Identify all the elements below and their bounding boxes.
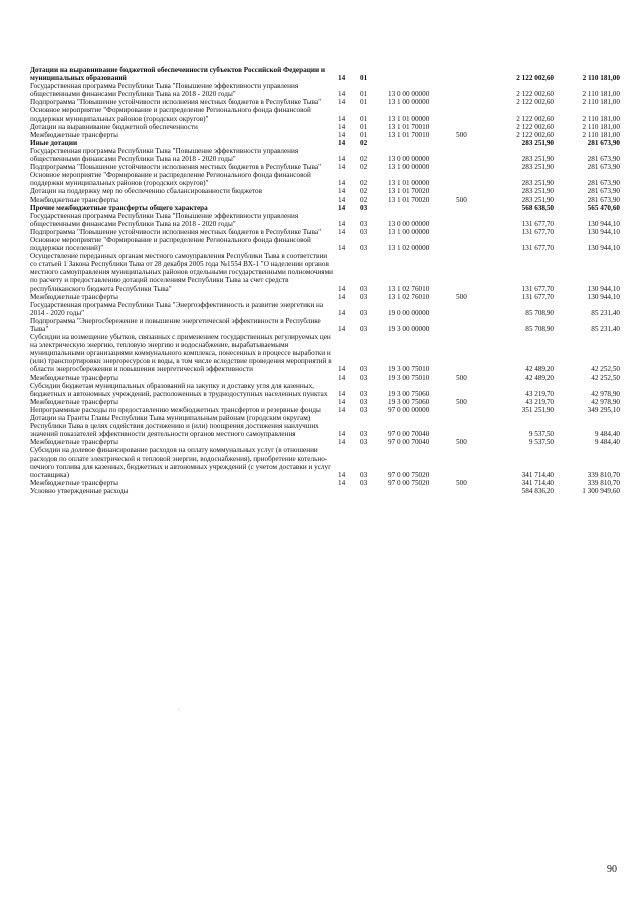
table-row <box>30 374 620 382</box>
row-target-code: 13 1 02 76010 <box>388 292 430 301</box>
row-subsection: 03 <box>360 389 368 398</box>
row-amount-2019: 131 677,70 <box>521 219 554 228</box>
row-amount-2020: 349 295,10 <box>587 405 620 414</box>
row-name: Иные дотации <box>30 138 78 147</box>
row-section: 14 <box>338 292 346 301</box>
table-row <box>30 163 620 171</box>
table-row <box>30 382 620 398</box>
row-target-code: 19 3 00 75060 <box>388 397 430 406</box>
row-section: 14 <box>338 130 346 139</box>
row-target-code: 97 0 00 75020 <box>388 470 430 479</box>
row-amount-2020: 42 252,50 <box>591 365 620 374</box>
row-target-code: 13 1 00 00000 <box>388 163 430 172</box>
row-amount-2020: 42 252,50 <box>591 373 620 382</box>
row-name: Межбюджетные трансферты <box>30 397 118 406</box>
row-name: Межбюджетные трансферты <box>30 195 118 204</box>
row-amount-2019: 43 219,70 <box>525 397 554 406</box>
row-section: 14 <box>338 478 346 487</box>
scan-speck: . <box>178 706 180 712</box>
row-section: 14 <box>338 74 346 83</box>
row-name: Межбюджетные трансферты <box>30 130 118 139</box>
row-section: 14 <box>338 470 346 479</box>
row-name: Государственная программа Республики Тыва "Повышение эффективности управления общественными финансами Республики Тыва на 2018 - 2020 годы" <box>30 82 299 99</box>
row-amount-2020: 9 484,40 <box>594 438 620 447</box>
row-section: 14 <box>338 195 346 204</box>
row-section: 14 <box>338 219 346 228</box>
row-amount-2020: 339 810,70 <box>587 478 620 487</box>
row-amount-2019: 42 489,20 <box>525 365 554 374</box>
row-target-code: 13 1 01 70010 <box>388 130 430 139</box>
table-row <box>30 171 620 187</box>
row-expense-type: 500 <box>456 195 467 204</box>
row-expense-type: 500 <box>456 397 467 406</box>
row-subsection: 02 <box>360 163 368 172</box>
row-target-code: 19 3 00 75010 <box>388 365 430 374</box>
row-name: Субсидии на долевое финансирование расходов на оплату коммунальных услуг (в отношении расходов по оплате электрической и тепловой энергии, водоснабжения), приобретение котельно-печного топлива для казенных, бюджетных и автономных учреждений (с учетом доставки и услуг поставщика) <box>30 446 332 479</box>
table-row <box>30 139 620 147</box>
row-target-code: 13 1 01 00000 <box>388 179 430 188</box>
row-amount-2019: 283 251,90 <box>521 195 554 204</box>
row-subsection: 02 <box>360 195 368 204</box>
row-name: Подпрограмма "Повышение устойчивости исполнения местных бюджетов в Республике Тыва" <box>30 98 322 107</box>
row-subsection: 03 <box>360 292 368 301</box>
row-subsection: 01 <box>360 90 368 99</box>
row-subsection: 02 <box>360 187 368 196</box>
row-target-code: 13 1 01 70010 <box>388 122 430 131</box>
table-row <box>30 252 620 292</box>
page-number: 90 <box>607 864 617 875</box>
row-name: Государственная программа Республики Тыва "Энергоэффективность и развитие энергетики на 2014 - 2020 годы" <box>30 300 324 317</box>
row-section: 14 <box>338 163 346 172</box>
row-amount-2019: 568 638,50 <box>521 203 554 212</box>
row-amount-2020: 281 673,90 <box>587 195 620 204</box>
table-row <box>30 204 620 212</box>
row-target-code: 13 0 00 00000 <box>388 155 430 164</box>
row-amount-2020: 2 110 181,00 <box>582 98 620 107</box>
row-name: Межбюджетные трансферты <box>30 292 118 301</box>
row-amount-2020: 281 673,90 <box>587 155 620 164</box>
row-section: 14 <box>338 325 346 333</box>
table-row <box>30 406 620 414</box>
row-name: Государственная программа Республики Тыва "Повышение эффективности управления общественными финансами Республики Тыва на 2018 - 2020 годы" <box>30 211 299 228</box>
row-amount-2020: 339 810,70 <box>587 470 620 479</box>
table-row <box>30 228 620 236</box>
row-amount-2020: 281 673,90 <box>587 179 620 188</box>
row-name: Дотации на выравнивание бюджетной обеспеченности субъектов Российской Федерации и муниципальных образований <box>30 66 326 83</box>
row-amount-2020: 9 484,40 <box>594 430 620 439</box>
row-target-code: 19 3 00 00000 <box>388 325 430 333</box>
row-amount-2020: 130 944,10 <box>587 219 620 228</box>
row-subsection: 01 <box>360 114 368 123</box>
row-name: Дотации на Гранты Главы Республики Тыва муниципальным районам (городским округам) Республики Тыва в целях содействия достижению и (или) поощрения достижения наилучших значений показателей эффективности деятельности органов местного самоуправления <box>30 414 319 439</box>
row-target-code: 97 0 00 75020 <box>388 478 430 487</box>
row-subsection: 03 <box>360 438 368 447</box>
row-subsection: 01 <box>360 98 368 107</box>
row-amount-2019: 283 251,90 <box>521 155 554 164</box>
row-target-code: 13 1 00 00000 <box>388 227 430 236</box>
row-target-code: 13 1 01 00000 <box>388 114 430 123</box>
row-amount-2019: 283 251,90 <box>521 138 554 147</box>
row-amount-2019: 2 122 002,60 <box>516 74 554 83</box>
row-subsection: 03 <box>360 227 368 236</box>
table-row <box>30 82 620 98</box>
table-row <box>30 131 620 139</box>
table-row <box>30 212 620 228</box>
row-amount-2019: 341 714,40 <box>521 470 554 479</box>
row-target-code: 19 3 00 75060 <box>388 389 430 398</box>
row-name: Подпрограмма "Повышение устойчивости исполнения местных бюджетов в Республике Тыва" <box>30 227 322 236</box>
row-subsection: 01 <box>360 130 368 139</box>
row-section: 14 <box>338 98 346 107</box>
row-section: 14 <box>338 203 346 212</box>
row-section: 14 <box>338 373 346 382</box>
row-subsection: 02 <box>360 155 368 164</box>
row-name: Подпрограмма "Повышение устойчивости исполнения местных бюджетов в Республике Тыва" <box>30 163 322 172</box>
table-row <box>30 98 620 106</box>
row-name: Подпрограмма "Энергосбережение и повышение энергетической эффективности в Республике Тыва" <box>30 316 321 333</box>
row-subsection: 03 <box>360 478 368 487</box>
row-target-code: 97 0 00 70040 <box>388 430 430 439</box>
row-amount-2020: 85 231,40 <box>591 325 620 333</box>
row-amount-2020: 281 673,90 <box>587 187 620 196</box>
row-name: Государственная программа Республики Тыва "Повышение эффективности управления общественными финансами Республики Тыва на 2018 - 2020 годы" <box>30 146 299 164</box>
row-amount-2019: 283 251,90 <box>521 163 554 172</box>
budget-table <box>30 66 620 495</box>
row-section: 14 <box>338 405 346 414</box>
row-name: Межбюджетные трансферты <box>30 373 118 382</box>
row-amount-2020: 130 944,10 <box>587 227 620 236</box>
row-amount-2019: 43 219,70 <box>525 389 554 398</box>
table-row <box>30 187 620 195</box>
row-target-code: 13 1 02 00000 <box>388 244 430 253</box>
row-subsection: 03 <box>360 325 368 333</box>
row-name: Субсидии на возмещение убытков, связанных с применением государственных регулируемых цен на электрическую энергию, тепловую энергию и водоснабжение, вырабатываемыми муниципальными организациями коммунального комплекса, понесенных в процессе выработки и (или) транспортировки энергоресурсов и воды, в том числе вследствие проведения мероприятий в области энергосбережения и повышения энергетической эффективности <box>30 333 332 374</box>
row-amount-2019: 341 714,40 <box>521 478 554 487</box>
table-row <box>30 438 620 446</box>
row-amount-2019: 2 122 002,60 <box>516 122 554 131</box>
row-section: 14 <box>338 114 346 123</box>
row-target-code: 19 3 00 75010 <box>388 373 430 382</box>
row-amount-2020: 281 673,90 <box>587 163 620 172</box>
row-section: 14 <box>338 308 346 317</box>
row-name: Дотации на выравнивание бюджетной обеспеченности <box>30 122 198 131</box>
row-amount-2019: 283 251,90 <box>521 179 554 188</box>
table-row <box>30 236 620 252</box>
row-amount-2019: 131 677,70 <box>521 284 554 293</box>
row-target-code: 13 1 00 00000 <box>388 98 430 107</box>
row-subsection: 03 <box>360 219 368 228</box>
row-name: Дотации на поддержку мер по обеспечению сбалансированности бюджетов <box>30 187 263 196</box>
row-amount-2020: 2 110 181,00 <box>582 90 620 99</box>
row-expense-type: 500 <box>456 373 467 382</box>
table-row <box>30 487 620 495</box>
row-amount-2020: 2 110 181,00 <box>582 130 620 139</box>
row-amount-2020: 42 978,90 <box>591 397 620 406</box>
row-amount-2020: 1 300 949,60 <box>582 486 620 495</box>
row-subsection: 02 <box>360 179 368 188</box>
row-subsection: 03 <box>360 203 368 212</box>
row-name: Непрограммные расходы по предоставлению межбюджетных трансфертов и резервные фонды <box>30 405 321 414</box>
row-amount-2019: 2 122 002,60 <box>516 114 554 123</box>
table-row <box>30 196 620 204</box>
row-amount-2019: 85 708,90 <box>525 308 554 317</box>
row-amount-2019: 584 836,20 <box>521 486 554 495</box>
row-subsection: 03 <box>360 470 368 479</box>
row-section: 14 <box>338 187 346 196</box>
row-section: 14 <box>338 430 346 439</box>
table-row <box>30 446 620 478</box>
row-amount-2020: 281 673,90 <box>587 138 620 147</box>
row-expense-type: 500 <box>456 130 467 139</box>
row-section: 14 <box>338 397 346 406</box>
row-section: 14 <box>338 284 346 293</box>
row-amount-2019: 131 677,70 <box>521 227 554 236</box>
row-target-code: 97 0 00 00000 <box>388 405 430 414</box>
table-row <box>30 414 620 438</box>
row-amount-2019: 351 251,90 <box>521 405 554 414</box>
row-subsection: 03 <box>360 284 368 293</box>
row-name: Осуществление переданных органам местного самоуправления Республики Тыва в соответствии со статьей 1 Закона Республики Тыва от 28 декабря 2005 года №1554 ВХ-1 "О наделении органов местного самоуправления муниципальных районов отдельными государственными полномочиями по расчету и предоставлению дотаций поселениям Республики Тыва за счет средств республиканского бюджета Республики Тыва" <box>30 252 333 293</box>
row-subsection: 03 <box>360 365 368 374</box>
row-subsection: 01 <box>360 74 368 83</box>
row-expense-type: 500 <box>456 478 467 487</box>
row-name: Условно утвержденные расходы <box>30 486 129 495</box>
row-subsection: 03 <box>360 244 368 253</box>
row-amount-2019: 2 122 002,60 <box>516 90 554 99</box>
row-target-code: 19 0 00 00000 <box>388 308 430 317</box>
row-target-code: 97 0 00 70040 <box>388 438 430 447</box>
row-name: Прочие межбюджетные трансферты общего характера <box>30 203 208 212</box>
row-subsection: 03 <box>360 405 368 414</box>
row-expense-type: 500 <box>456 438 467 447</box>
row-name: Межбюджетные трансферты <box>30 478 118 487</box>
row-amount-2020: 565 470,60 <box>587 203 620 212</box>
row-subsection: 01 <box>360 122 368 131</box>
row-section: 14 <box>338 155 346 164</box>
row-amount-2020: 42 978,90 <box>591 389 620 398</box>
row-amount-2019: 131 677,70 <box>521 292 554 301</box>
row-subsection: 03 <box>360 430 368 439</box>
row-amount-2020: 85 231,40 <box>591 308 620 317</box>
row-amount-2019: 283 251,90 <box>521 187 554 196</box>
row-amount-2020: 2 110 181,00 <box>582 74 620 83</box>
table-row <box>30 147 620 163</box>
row-amount-2019: 85 708,90 <box>525 325 554 333</box>
row-subsection: 03 <box>360 308 368 317</box>
table-row <box>30 293 620 301</box>
row-section: 14 <box>338 90 346 99</box>
row-section: 14 <box>338 389 346 398</box>
row-target-code: 13 1 01 70020 <box>388 187 430 196</box>
row-amount-2020: 2 110 181,00 <box>582 114 620 123</box>
row-name: Субсидии бюджетам муниципальных образований на закупку и доставку угля для казенных, бюджетных и автономных учреждений, расположенных в труднодоступных населенных пунктах <box>30 381 328 398</box>
row-amount-2020: 130 944,10 <box>587 244 620 253</box>
row-expense-type: 500 <box>456 292 467 301</box>
row-section: 14 <box>338 244 346 253</box>
row-subsection: 02 <box>360 138 368 147</box>
row-target-code: 13 0 00 00000 <box>388 219 430 228</box>
row-amount-2019: 9 537,50 <box>528 430 554 439</box>
row-target-code: 13 1 01 70020 <box>388 195 430 204</box>
row-amount-2019: 9 537,50 <box>528 438 554 447</box>
row-subsection: 03 <box>360 397 368 406</box>
table-row <box>30 106 620 122</box>
row-section: 14 <box>338 227 346 236</box>
row-section: 14 <box>338 438 346 447</box>
row-section: 14 <box>338 122 346 131</box>
row-target-code: 13 1 02 76010 <box>388 284 430 293</box>
row-name: Основное мероприятие "Формирование и распределение Регионального фонда финансовой поддержки муниципальных районов (городских округов)" <box>30 106 311 123</box>
row-section: 14 <box>338 138 346 147</box>
row-amount-2020: 130 944,10 <box>587 284 620 293</box>
table-row <box>30 479 620 487</box>
row-section: 14 <box>338 365 346 374</box>
row-name: Основное мероприятие "Формирование и распределение Регионального фонда финансовой поддержки муниципальных районов (городских округов)" <box>30 171 311 188</box>
row-amount-2020: 2 110 181,00 <box>582 122 620 131</box>
row-section: 14 <box>338 179 346 188</box>
table-row <box>30 317 620 333</box>
table-row <box>30 301 620 317</box>
table-row <box>30 123 620 131</box>
row-amount-2019: 2 122 002,60 <box>516 130 554 139</box>
row-target-code: 13 0 00 00000 <box>388 90 430 99</box>
row-amount-2019: 2 122 002,60 <box>516 98 554 107</box>
table-row <box>30 333 620 373</box>
row-name: Межбюджетные трансферты <box>30 438 118 447</box>
row-amount-2020: 130 944,10 <box>587 292 620 301</box>
table-row <box>30 66 620 82</box>
row-subsection: 03 <box>360 373 368 382</box>
row-amount-2019: 42 489,20 <box>525 373 554 382</box>
table-row <box>30 398 620 406</box>
row-amount-2019: 131 677,70 <box>521 244 554 253</box>
row-name: Основное мероприятие "Формирование и распределение Регионального фонда финансовой поддержки поселений)" <box>30 235 311 253</box>
